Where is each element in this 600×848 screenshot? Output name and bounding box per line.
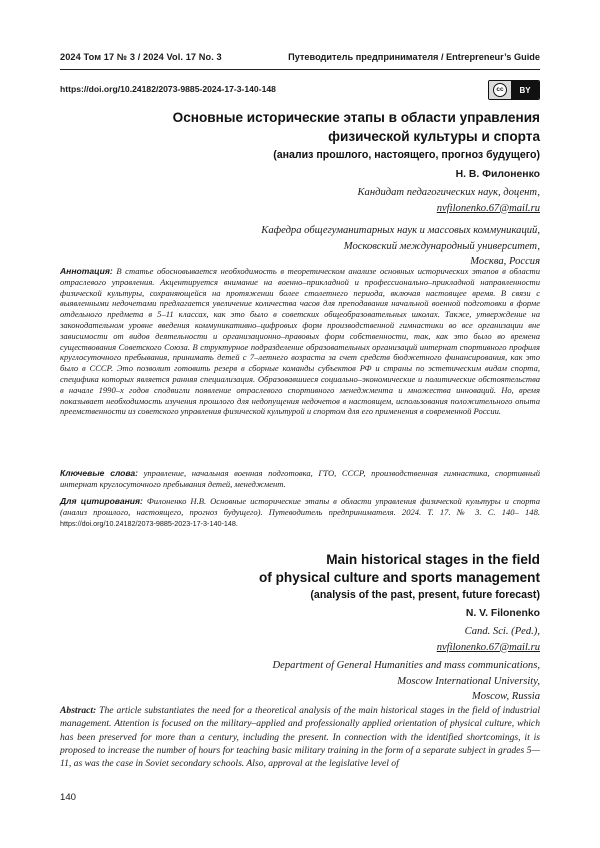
by-label: BY (511, 81, 539, 99)
cc-by-license-badge[interactable] (488, 80, 540, 100)
en-email-link[interactable]: nvfilonenko.67@mail.ru (436, 641, 540, 653)
ru-email-link[interactable]: nvfilonenko.67@mail.ru (436, 202, 540, 214)
en-subtitle: (analysis of the past, present, future forecast) (310, 589, 540, 601)
cc-icon: cc (489, 81, 511, 99)
doi-link[interactable]: https://doi.org/10.24182/2073-9885-2024-17-3-140-148 (60, 84, 276, 94)
ru-department: Кафедра общегуманитарных наук и массовых коммуникаций, (261, 225, 540, 236)
ru-author: Н. В. Филоненко (455, 169, 540, 180)
ru-citation-label: Для цитирования: (60, 496, 143, 506)
ru-citation (60, 496, 540, 529)
ru-abstract-label: Аннотация: (60, 266, 113, 276)
en-affiliation (273, 624, 540, 705)
running-header (60, 48, 540, 68)
ru-keywords-text: управление, начальная военная подготовка, ГТО, СССР, производственная гимнастика, спортивный интернат круглосуточного пребывания детей, менеджмент. (60, 468, 541, 489)
header-rule (60, 69, 540, 70)
ru-university: Московский международный университет, (343, 240, 540, 252)
en-department: Department of General Humanities and mass communications, (272, 660, 540, 671)
ru-abstract (60, 266, 540, 417)
ru-degree: Кандидат педагогических наук, доцент, (357, 187, 540, 198)
ru-affiliation (261, 185, 540, 270)
page-number: 140 (60, 792, 77, 803)
ru-title-line-2: физической культуры и спорта (328, 129, 540, 144)
journal-name: Путеводитель предпринимателя / Entrepreneur’s Guide (288, 52, 540, 62)
ru-subtitle: (анализ прошлого, настоящего, прогноз будущего) (273, 149, 540, 161)
ru-keywords (60, 468, 540, 490)
issue-info: 2024 Том 17 № 3 / 2024 Vol. 17 No. 3 (60, 52, 222, 62)
en-degree: Cand. Sci. (Ped.), (464, 626, 540, 637)
en-abstract-label: Abstract: (60, 705, 97, 716)
ru-keywords-label: Ключевые слова: (60, 468, 139, 478)
en-city: Moscow, Russia (471, 691, 540, 702)
en-abstract (60, 704, 540, 770)
ru-citation-text: Филоненко Н.В. Основные исторические этапы в области управления физической культуры и спорта (анализ прошлого, настоящего, прогноз будущего). Путеводитель предпринимателя. 2024. Т. 17. № 3. С. 140– 148. (60, 496, 541, 517)
ru-city: Москва, Россия (470, 256, 540, 267)
ru-citation-doi[interactable]: https://doi.org/10.24182/2073-9885-2023-17-3-140-148. (60, 518, 238, 528)
en-abstract-text: The article substantiates the need for a theoretical analysis of the main historical stages in the field of industrial management. Attention is focused on the military–applied and professionally applied orientation of physical culture, which has been preserved for more than a century, including the present. In connection with the identified shortcomings, it is proposed to increase the number of hours for teaching basic military training in the form of a separate subject in grades 5—11, as was the case in Soviet secondary schools. Also, approval at the legislative level of (60, 705, 540, 770)
en-title-line-1: Main historical stages in the field (326, 552, 540, 567)
en-title-line-2: of physical culture and sports management (258, 570, 540, 585)
en-university: Moscow International University, (397, 675, 540, 687)
ru-title-line-1: Основные исторические этапы в области управления (172, 110, 540, 125)
ru-abstract-text: В статье обосновывается необходимость в теоретическом анализе основных исторических этапов в области отраслевого управления. Акцентируется внимание на военно–прикладной и профессионально–прикладной направленности физической культуры, сохраняющейся на протяжении более столетнего периода, включая настоящее время. В связи с выявленными недочетами предлагается увеличение количества часов для преподавания начальной военной подготовки в форме отдельного предмета в 5–11 классах, как это было в советских общеобразовательных школах. Также, утверждение на законодательном уровне введения коммуникативно–цифровых форм производственной гимнастики во все организации вне зависимости от видов деятельности и организационно–правовых форм собственности, так, как это было во времена существования Советского Союза. В структурное подразделение образовательных организаций интернат спортивного профиля круглосуточного пребывания, принимать детей с 7–летнего возраста за счет средств бюджетного финансирования, как это было в СССР. Это позволит готовить резерв в сборные команды субъектов РФ и страны по эстетическим видам спорта, специфика которых является ранняя специализация. Образовавшиеся социально–экономические и политические обстоятельства в начале 1990–х годов сподвигли появление отраслевого спортивного менеджмента и множества инноваций. Но, время показывает необходимость изучения прошлого для недопущения недочетов в настоящем, использования положительного опыта преемственности из советского управления физической культурой и спортом для его применения в современной России. (60, 266, 540, 417)
en-author: N. V. Filonenko (465, 608, 540, 619)
